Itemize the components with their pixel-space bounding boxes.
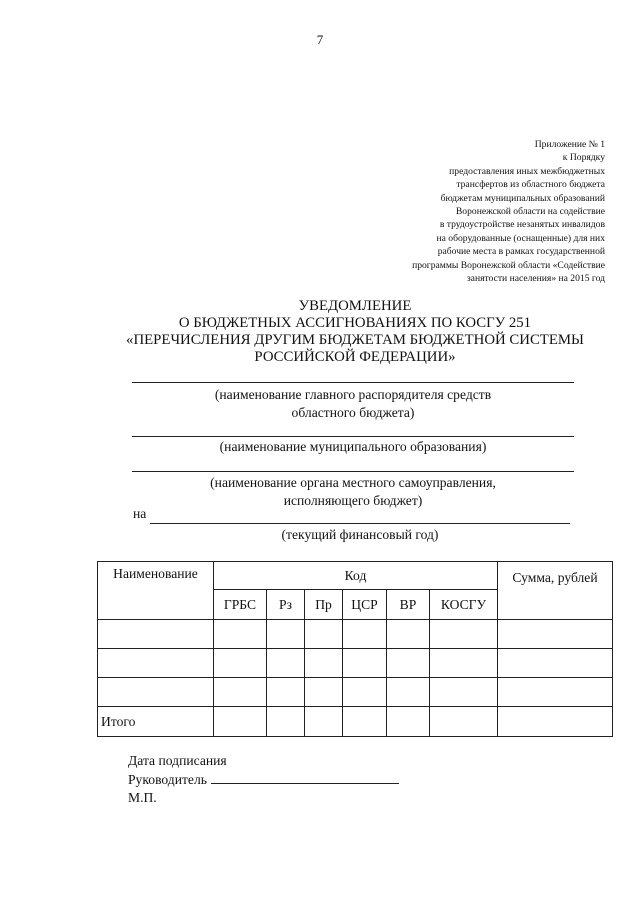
signing-date-label: Дата подписания — [128, 753, 227, 768]
table-row — [98, 649, 613, 678]
authority-fill-line — [132, 471, 574, 472]
table-cell — [305, 707, 343, 737]
table-cell — [498, 707, 613, 737]
municipality-fill-line — [132, 436, 574, 437]
code-subheader-vr: ВР — [387, 590, 430, 620]
table-cell — [214, 649, 267, 678]
table-cell — [267, 620, 305, 649]
appendix-line: к Порядку — [562, 152, 605, 164]
appendix-line: Воронежской области на содействие — [455, 206, 605, 218]
table-cell — [305, 649, 343, 678]
table-cell — [305, 620, 343, 649]
table-cell — [98, 678, 214, 707]
table-cell — [343, 649, 387, 678]
table-cell — [305, 678, 343, 707]
table-cell — [214, 678, 267, 707]
table-row — [98, 678, 613, 707]
appendix-line: рабочие места в рамках государственной — [437, 246, 605, 258]
budget-table — [97, 561, 613, 737]
title-line: О БЮДЖЕТНЫХ АССИГНОВАНИЯХ ПО КОСГУ 251 — [178, 315, 532, 331]
appendix-line: предоставления иных межбюджетных — [449, 165, 605, 177]
code-subheader-pr: Пр — [305, 590, 343, 620]
table-row — [98, 620, 613, 649]
appendix-line: занятости населения» на 2015 год — [466, 273, 605, 285]
table-cell — [343, 620, 387, 649]
table-cell — [498, 649, 613, 678]
appendix-note — [345, 138, 605, 285]
year-fill-line — [150, 523, 570, 524]
table-cell — [387, 678, 430, 707]
distributor-caption — [132, 386, 574, 422]
code-subheader-grbs: ГРБС — [214, 590, 267, 620]
table-cell — [387, 620, 430, 649]
table-cell — [267, 707, 305, 737]
appendix-line: бюджетам муниципальных образований — [440, 192, 605, 204]
appendix-line: в трудоустройстве незанятых инвалидов — [439, 219, 605, 231]
year-caption: (текущий финансовый год) — [281, 527, 439, 542]
authority-caption — [132, 474, 574, 510]
table-cell — [98, 620, 214, 649]
distributor-fill-line — [132, 382, 574, 383]
appendix-line: трансфертов из областного бюджета — [456, 179, 605, 191]
caption-line: (наименование главного распорядителя средств — [214, 387, 492, 402]
head-label: Руководитель — [128, 772, 207, 787]
year-prefix-label: на — [133, 506, 147, 521]
table-cell — [430, 678, 498, 707]
appendix-line: на оборудованные (оснащенные) для них — [436, 232, 605, 244]
municipality-caption: (наименование муниципального образования) — [219, 439, 487, 454]
total-row — [98, 707, 613, 737]
table-cell — [430, 620, 498, 649]
table-cell — [214, 620, 267, 649]
caption-line: (наименование органа местного самоуправления, — [210, 475, 496, 490]
table-cell — [98, 649, 214, 678]
appendix-line: программы Воронежской области «Содействие — [412, 259, 605, 271]
signature-block — [128, 752, 399, 807]
table-cell — [387, 707, 430, 737]
name-column-header: Наименование — [98, 562, 214, 620]
table-cell — [430, 707, 498, 737]
table-cell — [430, 649, 498, 678]
caption-line: исполняющего бюджет) — [283, 493, 423, 508]
table-cell — [214, 707, 267, 737]
page-number: 7 — [316, 32, 324, 47]
title-line: УВЕДОМЛЕНИЕ — [298, 298, 412, 314]
code-column-header: Код — [214, 562, 498, 590]
table-cell — [267, 649, 305, 678]
signature-fill-line — [211, 770, 399, 784]
total-label: Итого — [98, 707, 214, 737]
document-title — [0, 298, 640, 366]
table-cell — [343, 707, 387, 737]
appendix-line: Приложение № 1 — [534, 139, 605, 150]
title-line: РОССИЙСКОЙ ФЕДЕРАЦИИ» — [254, 349, 456, 365]
table-cell — [498, 620, 613, 649]
caption-line: областного бюджета) — [291, 405, 415, 420]
title-line: «ПЕРЕЧИСЛЕНИЯ ДРУГИМ БЮДЖЕТАМ БЮДЖЕТНОЙ СИСТЕМЫ — [126, 332, 584, 348]
code-subheader-rz: Рз — [267, 590, 305, 620]
sum-column-header: Сумма, рублей — [498, 562, 613, 620]
table-cell — [498, 678, 613, 707]
code-subheader-csr: ЦСР — [343, 590, 387, 620]
table-cell — [267, 678, 305, 707]
stamp-label: М.П. — [128, 790, 157, 805]
code-subheader-kosgu: КОСГУ — [430, 590, 498, 620]
head-signature-line — [128, 770, 399, 789]
table-cell — [343, 678, 387, 707]
table-cell — [387, 649, 430, 678]
